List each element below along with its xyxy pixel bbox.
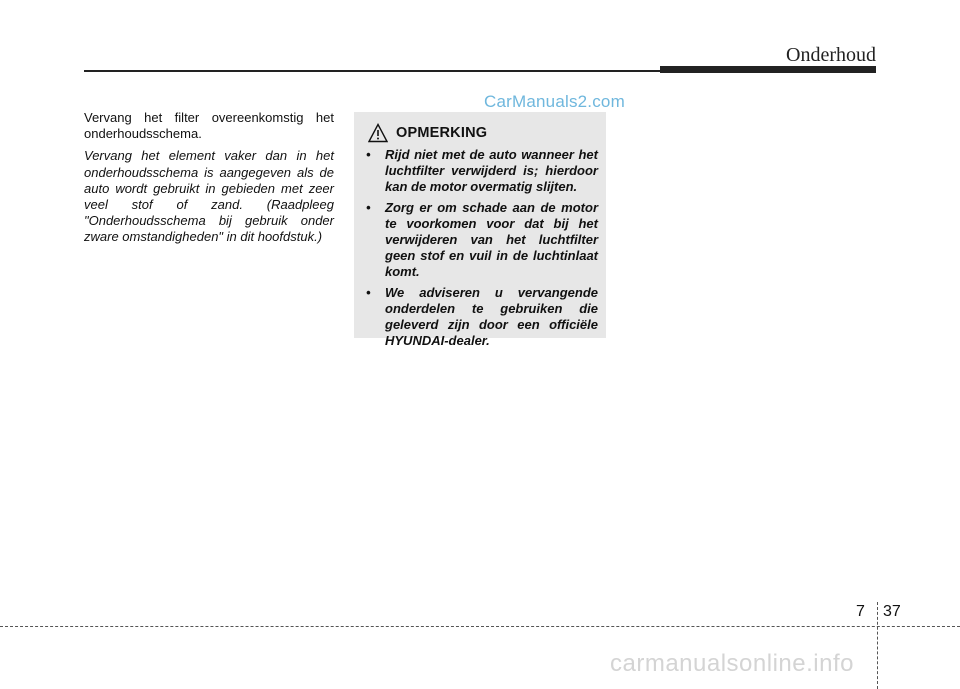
footer-dashed-rule [0,626,960,627]
footer-vertical-divider [877,602,878,689]
note-list [364,147,598,349]
bullet: • [366,147,371,162]
chapter-number: 7 [856,603,865,620]
note-item-text: We adviseren u vervangende onderdelen te gebruiken die geleverd zijn door een officiële HYUNDAI-dealer. [385,284,598,349]
note-item [364,147,598,196]
watermark-link-bottom[interactable]: carmanualsonline.info [610,650,854,677]
note-item [364,200,598,281]
instruction-paragraph: Vervang het filter overeenkomstig het onderhoudsschema. [84,110,334,142]
note-title: OPMERKING [396,125,488,141]
note-item-text: Rijd niet met de auto wanneer het luchtfilter verwijderd is; hierdoor kan de motor overmatig slijten. [385,147,598,195]
page-number: 37 [883,603,901,620]
header-rule-thick [660,66,876,73]
note-item-text: Zorg er om schade aan de motor te voorkomen voor dat bij het verwijderen van het luchtfilter geen stof en vuil in de luchtinlaat komt. [385,199,598,280]
note-item [364,285,598,350]
header-rule-thin [84,70,664,72]
watermark-link-top[interactable]: CarManuals2.com [484,92,625,111]
bullet: • [366,199,371,215]
advice-paragraph: Vervang het element vaker dan in het onderhoudsschema is aangegeven als de auto wordt gebruikt in gebieden met zeer veel stof of zand. (Raadpleeg "Onderhoudsschema bij gebruik onder zware omstandigheden" in dit hoofdstuk.) [84,148,334,245]
section-title: Onderhoud [786,44,876,66]
note-box [354,112,606,349]
warning-triangle-icon [368,123,388,143]
bullet: • [366,284,371,300]
left-column [84,110,334,252]
note-header [364,122,598,144]
